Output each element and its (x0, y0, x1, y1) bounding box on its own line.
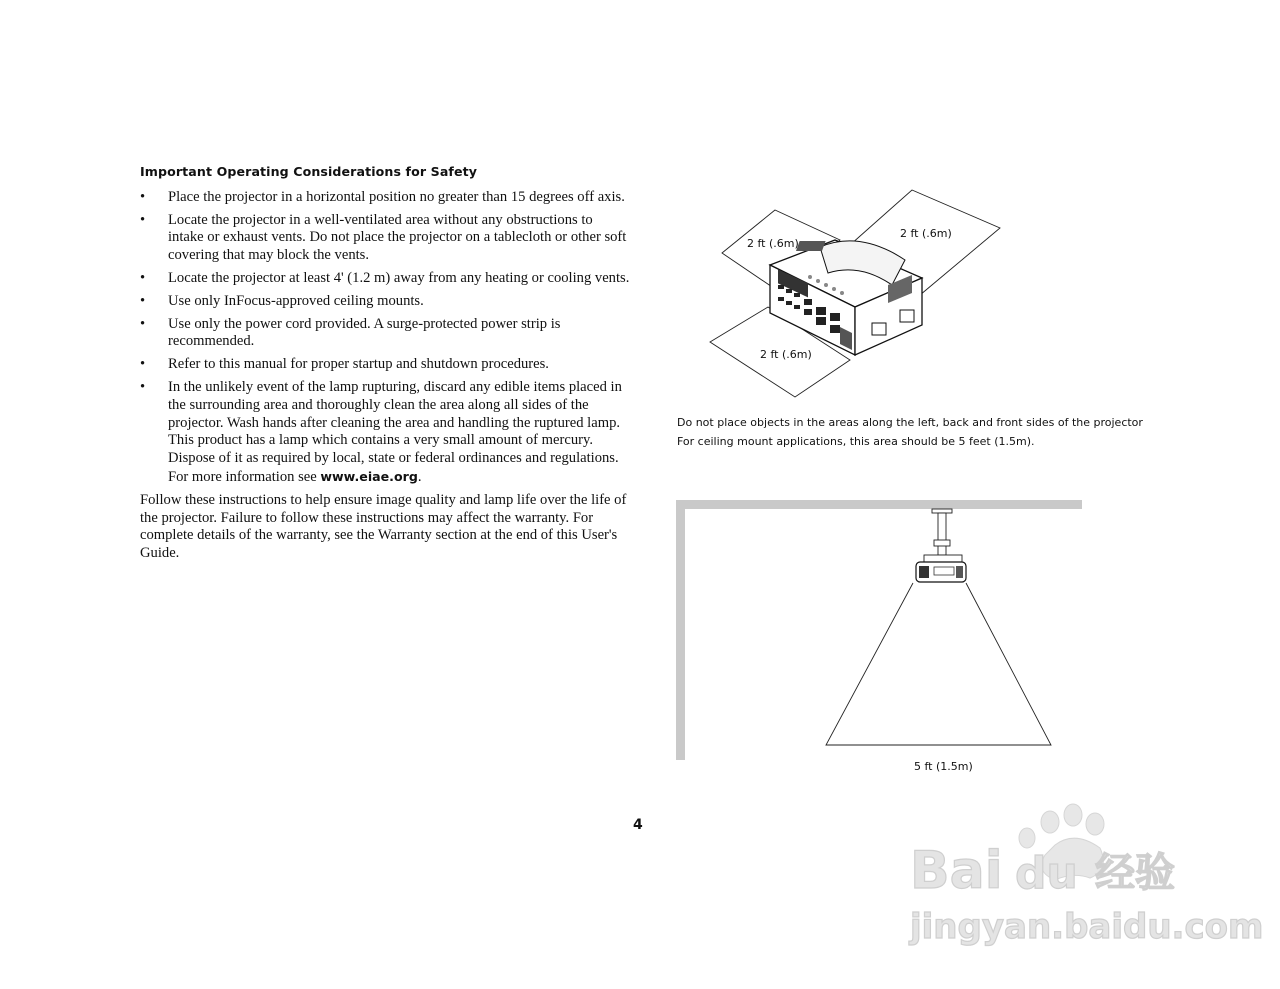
bullet-item (140, 270, 630, 288)
bullet-text: Locate the projector at least 4' (1.2 m) away from any heating or cooling vents. (168, 269, 630, 286)
bullet-item (140, 189, 630, 207)
bullet-item-lamp (140, 379, 630, 487)
bullet-text: Refer to this manual for proper startup and shutdown procedures. (168, 356, 549, 373)
mount-pole (938, 513, 946, 555)
bullet-item (140, 316, 630, 352)
safety-bullet-list (140, 189, 630, 487)
eiae-link[interactable]: www.eiae.org (320, 468, 418, 484)
clearance-diagram (700, 185, 1020, 405)
ceiling-mount-diagram (676, 500, 1086, 762)
bullet-item (140, 212, 630, 265)
bullet-text: Place the projector in a horizontal position no greater than 15 degrees off axis. (168, 188, 625, 205)
bullet-end-punct: . (417, 468, 422, 485)
bullet-marker: • (140, 292, 146, 309)
bullet-marker: • (140, 315, 146, 332)
bullet-marker: • (140, 378, 146, 395)
clearance-label-front: 2 ft (.6m) (760, 348, 812, 361)
clearance-caption-line1: Do not place objects in the areas along the left, back and front sides of the projector (677, 416, 1143, 429)
page-number: 4 (633, 817, 643, 833)
svg-text:Bai: Bai (910, 841, 1003, 901)
svg-text:du: du (1015, 848, 1078, 899)
ceiling-distance-label: 5 ft (1.5m) (914, 760, 973, 773)
closing-paragraph: Follow these instructions to help ensure image quality and lamp life over the life of the projector. Failure to follow these instructions may affect the warranty. For complete details of the warranty, see the Warranty section at the end of this User's Guide. (140, 491, 627, 562)
bullet-marker: • (140, 188, 146, 205)
ceiling-bar (676, 500, 1082, 509)
safety-section (140, 163, 630, 563)
projection-cone (826, 583, 1051, 745)
svg-text:经验: 经验 (1095, 850, 1175, 896)
wall-bar (676, 500, 685, 760)
bullet-item (140, 293, 630, 311)
clearance-label-back: 2 ft (.6m) (900, 227, 952, 240)
bullet-marker: • (140, 269, 146, 286)
bullet-text: Locate the projector in a well-ventilated area without any obstructions to intake or exhaust vents. Do not place the projector on a tablecloth or other soft covering that may block the vents. (168, 211, 627, 264)
baidu-watermark (905, 800, 1264, 950)
svg-text:jingyan.baidu.com: jingyan.baidu.com (910, 907, 1264, 947)
bullet-text: Use only InFocus-approved ceiling mounts. (168, 292, 424, 309)
clearance-caption-line2: For ceiling mount applications, this area should be 5 feet (1.5m). (677, 435, 1035, 448)
bullet-text: In the unlikely event of the lamp rupturing, discard any edible items placed in the surrounding area and thoroughly clean the area along all sides of the projector. Wash hands after cleaning the area and handling the ruptured lamp. This product has a lamp which contains a very small amount of mercury. Dispose of it as required by local, state or federal ordinances and regulations. For more information see (168, 378, 622, 485)
clearance-label-left: 2 ft (.6m) (747, 237, 799, 250)
bullet-marker: • (140, 356, 146, 373)
bullet-marker: • (140, 211, 146, 228)
bullet-text: Use only the power cord provided. A surge-protected power strip is recommended. (168, 315, 561, 350)
projector-illustration (770, 240, 922, 355)
mount-plate (932, 509, 952, 513)
section-heading: Important Operating Considerations for Safety (140, 164, 478, 179)
ceiling-projector-illustration (916, 562, 966, 582)
bullet-item (140, 356, 630, 374)
